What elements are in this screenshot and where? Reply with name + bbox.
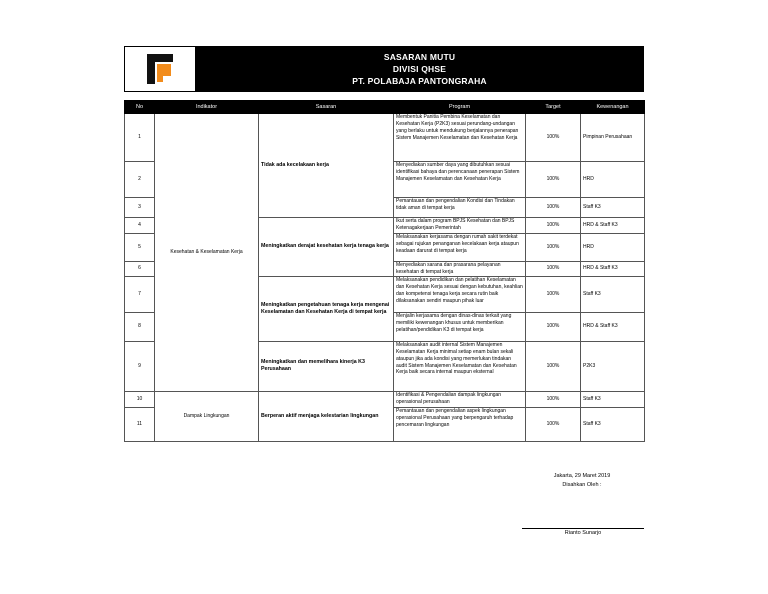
quality-objectives-table — [124, 100, 645, 442]
target-cell: 100% — [526, 198, 581, 218]
program-cell: Menyediakan sumber daya yang dibutuhkan sesuai identifikasi bahaya dan perencanaan penerapan Sistem Manajemen Keselamatan dan Kesehatan Kerja — [394, 162, 526, 198]
signature-place-date: Jakarta, 29 Maret 2019 — [553, 473, 611, 479]
program-cell: Membentuk Panitia Pembina Keselamatan dan Kesehatan Kerja (P2K3) sesuai perundang-undangan yang berlaku untuk mendukung berjalannya penerapan Sistem Manajemen Keselamatan dan Kesehatan Kerja — [394, 114, 526, 162]
col-header-target: Target — [526, 101, 581, 114]
row-no: 7 — [125, 276, 155, 312]
row-no: 2 — [125, 162, 155, 198]
kewenangan-cell: Staff K3 — [581, 198, 645, 218]
kewenangan-cell: HRD — [581, 162, 645, 198]
title-line-3: PT. POLABAJA PANTONGRAHA — [352, 76, 487, 86]
signature-approved-label: Disahkan Oleh : — [562, 482, 602, 488]
row-no: 8 — [125, 312, 155, 341]
kewenangan-cell: HRD & Staff K3 — [581, 218, 645, 234]
title-line-2: DIVISI QHSE — [392, 64, 447, 74]
program-cell: Melaksanakan audit internal Sistem Manajemen Keselamatan Kerja minimal setiap enam bulan sekali ataupun jika ada kondisi yang memerlukan tindakan audit Sistem Manajemen Keselamatan dan Kesehatan Kerja baik secara internal maupun eksternal — [394, 341, 526, 391]
col-header-sasaran: Sasaran — [259, 101, 394, 114]
col-header-no: No — [125, 101, 155, 114]
row-no: 3 — [125, 198, 155, 218]
indicator-cell: Dampak Lingkungan — [155, 391, 259, 441]
kewenangan-cell: HRD & Staff K3 — [581, 312, 645, 341]
table-row — [125, 114, 645, 162]
sasaran-cell: Meningkatkan derajat kesehatan kerja tenaga kerja — [259, 218, 394, 277]
table-row — [125, 391, 645, 407]
table-header-row — [125, 101, 645, 114]
program-cell: Ikut serta dalam program BPJS Kesehatan dan BPJS Ketenagakerjaan Pemerintah — [394, 218, 526, 234]
program-cell: Menjalin kerjasama dengan dinas-dinas terkait yang memiliki kewenangan khusus untuk memberikan pelatihan/pendidikan K3 di tempat kerja — [394, 312, 526, 341]
program-cell: Melaksanakan pendidikan dan pelatihan Keselamatan dan Kesehatan Kerja sesuai dengan kebutuhan, keahlian dan kompetensi tenaga kerja secara rutin baik dilaksanakan sendiri maupun pihak luar — [394, 276, 526, 312]
row-no: 10 — [125, 391, 155, 407]
company-logo — [125, 47, 196, 91]
program-cell: Pemantauan dan pengendalian aspek lingkungan operasional Perusahaan yang berpengaruh terhadap pencemaran lingkungan — [394, 407, 526, 441]
row-no: 1 — [125, 114, 155, 162]
kewenangan-cell: Pimpinan Perusahaan — [581, 114, 645, 162]
signature-block — [520, 472, 644, 490]
indicator-cell: Kesehatan & Keselamatan Kerja — [155, 114, 259, 392]
sasaran-cell: Meningkatkan dan memelihara kinerja K3 Perusahaan — [259, 341, 394, 391]
document-sheet — [124, 46, 644, 442]
kewenangan-cell: Staff K3 — [581, 407, 645, 441]
sasaran-cell: Meningkatkan pengetahuan tenaga kerja mengenai Keselamatan dan Kesehatan Kerja di tempat kerja — [259, 276, 394, 341]
col-header-kewenangan: Kewenangan — [581, 101, 645, 114]
target-cell: 100% — [526, 114, 581, 162]
kewenangan-cell: Staff K3 — [581, 391, 645, 407]
program-cell: Menyediakan sarana dan prasarana pelayanan kesehatan di tempat kerja — [394, 262, 526, 277]
signature-name: Rianto Sunarjo — [564, 530, 602, 536]
program-cell: Pemantauan dan pengendalian Kondisi dan Tindakan tidak aman di tempat kerja — [394, 198, 526, 218]
target-cell: 100% — [526, 312, 581, 341]
col-header-indikator: Indikator — [155, 101, 259, 114]
row-no: 11 — [125, 407, 155, 441]
target-cell: 100% — [526, 262, 581, 277]
target-cell: 100% — [526, 218, 581, 234]
signature-line — [522, 528, 644, 529]
target-cell: 100% — [526, 391, 581, 407]
target-cell: 100% — [526, 234, 581, 262]
row-no: 5 — [125, 234, 155, 262]
target-cell: 100% — [526, 341, 581, 391]
target-cell: 100% — [526, 162, 581, 198]
target-cell: 100% — [526, 276, 581, 312]
program-cell: Identifikasi & Pengendalian dampak lingkungan operasional perusahaan — [394, 391, 526, 407]
polabaja-logo-icon — [143, 52, 177, 86]
target-cell: 100% — [526, 407, 581, 441]
sasaran-cell: Tidak ada kecelakaan kerja — [259, 114, 394, 218]
kewenangan-cell: HRD — [581, 234, 645, 262]
document-title — [196, 47, 643, 91]
sasaran-cell: Berperan aktif menjaga kelestarian lingkungan — [259, 391, 394, 441]
row-no: 9 — [125, 341, 155, 391]
kewenangan-cell: Staff K3 — [581, 276, 645, 312]
row-no: 4 — [125, 218, 155, 234]
title-line-1: SASARAN MUTU — [383, 52, 456, 62]
kewenangan-cell: P2K3 — [581, 341, 645, 391]
col-header-program: Program — [394, 101, 526, 114]
kewenangan-cell: HRD & Staff K3 — [581, 262, 645, 277]
row-no: 6 — [125, 262, 155, 277]
program-cell: Melaksanakan kerjasama dengan rumah sakit terdekat sebagai rujukan penanganan kecelakaan kerja ataupun keadaan darurat di tempat kerja — [394, 234, 526, 262]
document-header — [124, 46, 644, 92]
